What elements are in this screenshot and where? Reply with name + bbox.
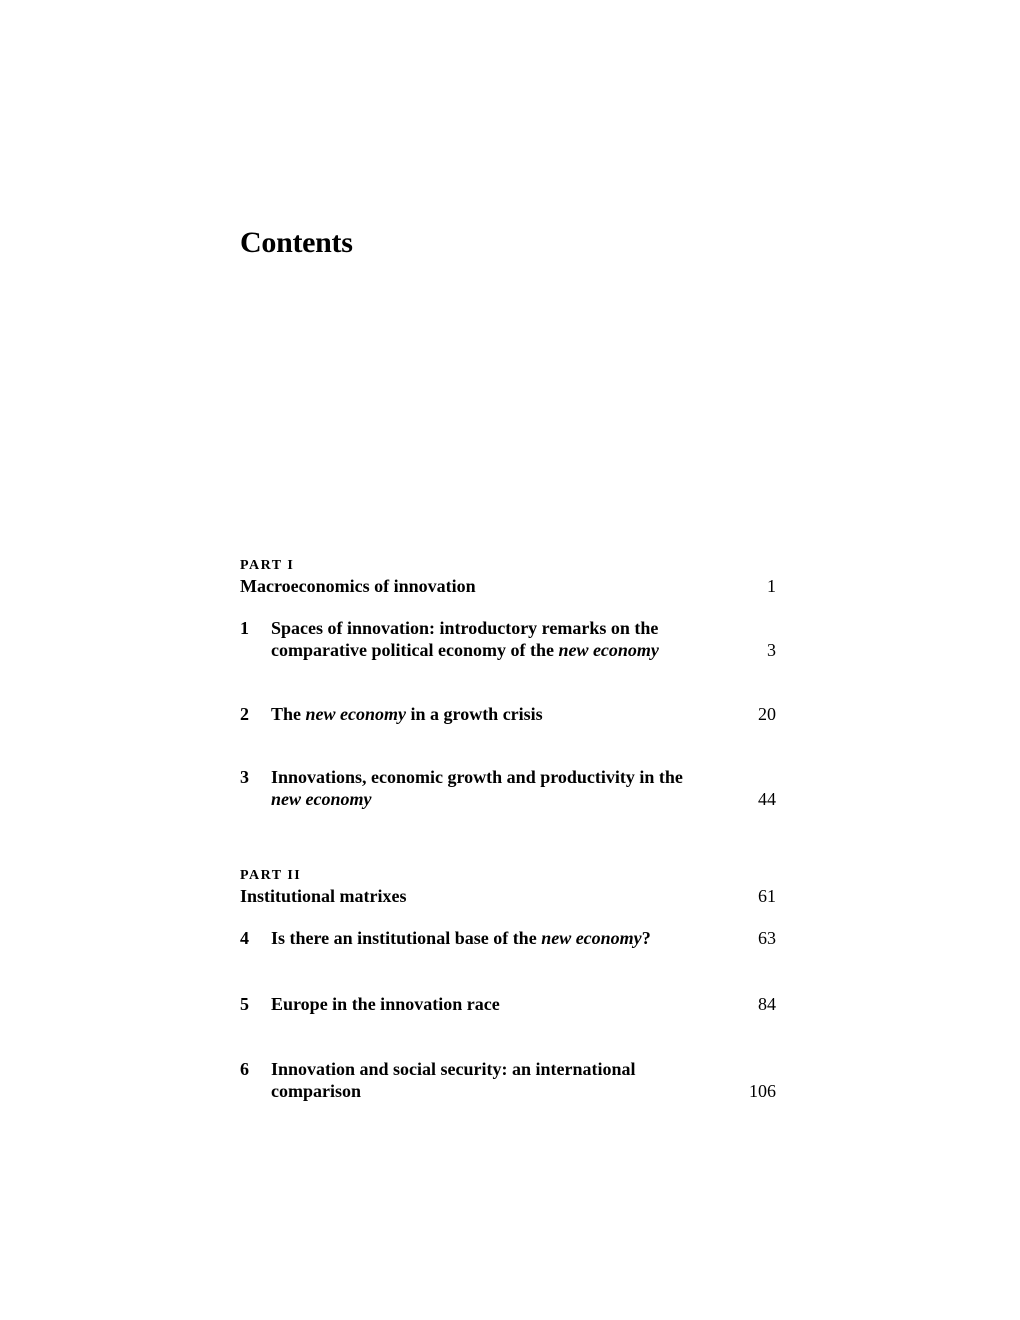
- chapter-number: 6: [240, 1059, 249, 1079]
- chapter-title-line1: Innovation and social security: an international: [271, 1059, 636, 1079]
- chapter-number: 1: [240, 618, 249, 638]
- chapter-title: [271, 927, 711, 949]
- page-number: 106: [749, 1081, 776, 1101]
- chapter-title-line2: comparative political economy of the: [271, 640, 559, 660]
- part-label: PART II: [240, 868, 302, 883]
- chapter-title: [271, 1058, 711, 1102]
- part-label: PART I: [240, 558, 295, 573]
- chapter-title-line1: Innovations, economic growth and productivity in the: [271, 767, 683, 787]
- chapter-number: 3: [240, 767, 249, 787]
- page-title: Contents: [240, 226, 353, 259]
- chapter-title-line1: Spaces of innovation: introductory remarks on the: [271, 618, 659, 638]
- chapter-title-text: ?: [641, 928, 651, 948]
- page-number: 20: [758, 704, 776, 724]
- toc-entry[interactable]: [240, 1058, 776, 1102]
- chapter-title-emphasis: new economy: [541, 928, 642, 948]
- chapter-title: [271, 766, 711, 810]
- chapter-title-emphasis: new economy: [305, 704, 407, 724]
- part-title: Macroeconomics of innovation: [240, 576, 476, 596]
- chapter-title: [271, 703, 711, 725]
- chapter-title-line2: comparison: [271, 1081, 361, 1101]
- chapter-title: Europe in the innovation race: [271, 994, 500, 1014]
- chapter-title-emphasis: new economy: [558, 640, 659, 660]
- chapter-title-text: in a growth crisis: [406, 704, 543, 724]
- chapter-number: 5: [240, 994, 249, 1014]
- page-number: 63: [758, 928, 776, 948]
- page-number: 3: [767, 640, 776, 660]
- chapter-title-text: The: [271, 704, 306, 724]
- part-title: Institutional matrixes: [240, 886, 407, 906]
- page-number: 44: [758, 789, 776, 809]
- chapter-number: 2: [240, 704, 249, 724]
- page-number: 84: [758, 994, 776, 1014]
- page-number: 61: [758, 886, 776, 906]
- chapter-title-text: Is there an institutional base of the: [271, 928, 542, 948]
- page-number: 1: [767, 576, 776, 596]
- toc-entry[interactable]: [240, 617, 776, 661]
- chapter-title: [271, 617, 711, 661]
- toc-entry[interactable]: [240, 766, 776, 810]
- chapter-title-emphasis: new economy: [271, 789, 372, 809]
- chapter-number: 4: [240, 928, 249, 948]
